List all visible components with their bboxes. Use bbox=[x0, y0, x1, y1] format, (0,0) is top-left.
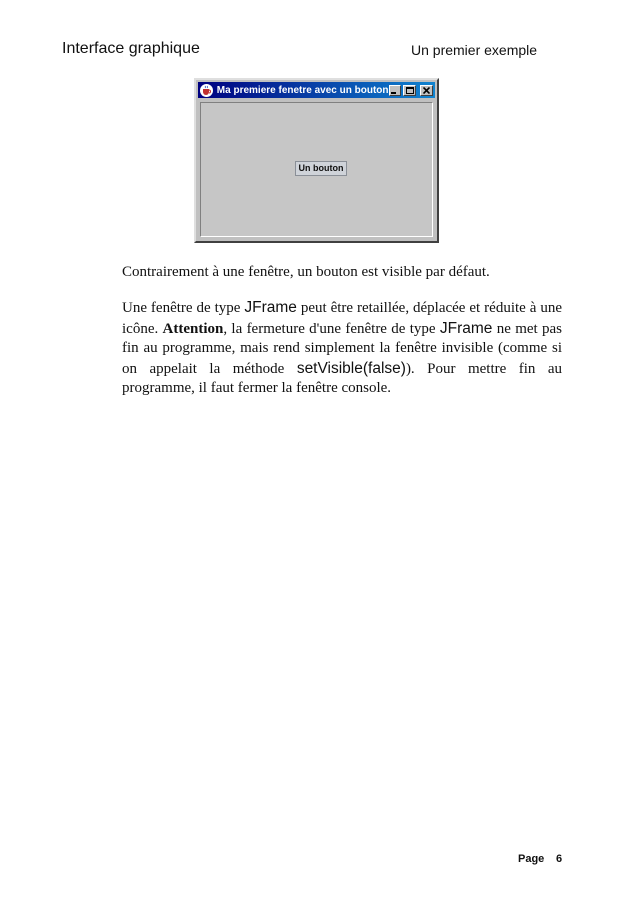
window-screenshot bbox=[194, 78, 439, 243]
maximize-button[interactable] bbox=[403, 85, 416, 96]
paragraph-jframe bbox=[122, 298, 562, 399]
java-cup-icon bbox=[200, 84, 213, 97]
header-subtitle: Un premier exemple bbox=[411, 42, 538, 58]
text-segment: ). Pour mettre fin au programme, il faut fermer la fenêtre console. bbox=[122, 360, 563, 396]
paragraph-visibility: Contrairement à une fenêtre, un bouton est visible par défaut. bbox=[122, 264, 490, 280]
code-setvisible: setVisible(false) bbox=[296, 359, 406, 377]
code-jframe: JFrame bbox=[439, 319, 493, 337]
window-content-pane bbox=[200, 102, 433, 237]
minimize-button[interactable] bbox=[389, 85, 402, 96]
maximize-icon bbox=[406, 87, 414, 94]
un-bouton-button[interactable]: Un bouton bbox=[295, 161, 347, 176]
page-number: 6 bbox=[556, 853, 563, 865]
code-jframe: JFrame bbox=[244, 299, 297, 316]
window-title: Ma premiere fenetre avec un bouton bbox=[216, 84, 389, 96]
text-segment: Une fenêtre de type bbox=[122, 300, 245, 316]
text-segment: ne met pas fin au programme, mais rend simplement la fenêtre invisible (comme si on appelait la méthode bbox=[122, 320, 563, 377]
text-segment: peut être retaillée, déplacée et réduite à une icône. bbox=[122, 300, 562, 337]
header-title: Interface graphique bbox=[62, 40, 200, 57]
minimize-icon bbox=[391, 87, 398, 94]
close-button[interactable] bbox=[420, 85, 433, 96]
attention-label: Attention bbox=[162, 320, 224, 337]
close-icon bbox=[423, 87, 430, 94]
text-segment: , la fermeture d'une fenêtre de type bbox=[223, 320, 440, 337]
window-titlebar bbox=[198, 82, 435, 98]
page-label: Page bbox=[518, 853, 545, 865]
